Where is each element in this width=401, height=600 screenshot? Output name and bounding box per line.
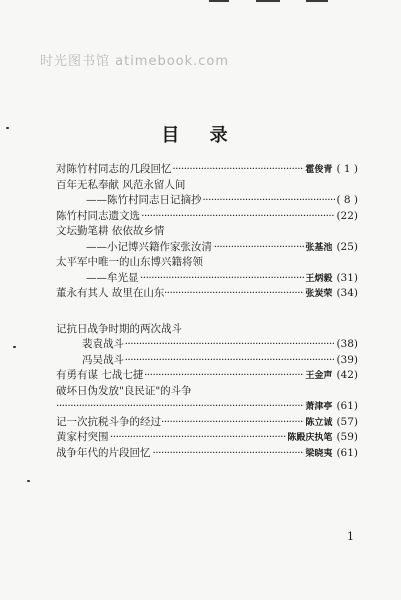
table-of-contents	[56, 162, 358, 461]
entry-title: 黄家村突围	[56, 431, 109, 443]
toc-entry	[56, 178, 358, 194]
entry-title: ——陈竹村同志日记摘抄	[86, 194, 202, 206]
entry-page: (22)	[336, 209, 358, 222]
entry-page: (57)	[336, 415, 358, 428]
toc-entry	[56, 162, 358, 178]
entry-author: 陈立诚	[305, 417, 333, 428]
entry-title: 记一次抗税斗争的经过	[56, 415, 161, 428]
entry-page: (59)	[336, 431, 358, 443]
entry-page: ( 1 )	[336, 163, 358, 175]
toc-entry	[56, 286, 358, 302]
entry-page: (61)	[336, 400, 358, 412]
entry-author: 王炳毅	[305, 273, 333, 284]
entry-title: 裴袁战斗	[82, 338, 124, 350]
entry-author: 王金声	[305, 371, 333, 381]
entry-title: 董永有其人 故里在山东	[56, 287, 165, 299]
entry-author: 霍俊青	[305, 165, 333, 175]
toc-entry	[56, 430, 358, 446]
toc-entry	[56, 399, 358, 415]
watermark: 时光图书馆 atimebook.com	[40, 54, 230, 69]
toc-entry	[86, 193, 358, 209]
toc-entry	[56, 322, 358, 338]
entry-title: 太平军中唯一的山东博兴籍将领	[56, 256, 203, 268]
top-rule-1	[209, 0, 229, 2]
entry-page: (34)	[336, 287, 358, 299]
entry-title: 战争年代的片段回忆	[56, 446, 151, 459]
entry-page: (25)	[336, 240, 358, 253]
toc-entry	[56, 415, 358, 431]
entry-title: ——牟光显	[86, 271, 139, 284]
toc-entry	[82, 353, 358, 369]
toc-entry	[86, 240, 358, 256]
scan-speck	[27, 480, 30, 482]
entry-author: 梁晓夷	[305, 448, 333, 459]
toc-entry	[56, 384, 358, 400]
entry-author: 陈殿庆执笔	[287, 433, 333, 443]
top-rule-2	[256, 0, 280, 2]
entry-page: (42)	[336, 369, 358, 381]
toc-entry	[56, 209, 358, 225]
entry-title: 百年无私奉献 风范永留人间	[56, 178, 186, 191]
page-title: 目 录	[161, 125, 240, 146]
section-gap	[56, 312, 358, 322]
entry-page: (61)	[336, 446, 358, 459]
entry-title: ——小记博兴籍作家张汝清	[86, 240, 212, 253]
entry-page: (39)	[336, 353, 358, 366]
entry-title: 文坛勤笔耕 依依故乡情	[56, 225, 165, 237]
toc-entry	[86, 271, 358, 287]
entry-author: 张基池	[305, 242, 333, 253]
toc-entry	[82, 337, 358, 353]
entry-page: (38)	[336, 338, 358, 350]
toc-entry	[56, 446, 358, 462]
entry-author: 张炭荣	[305, 289, 333, 299]
entry-title: 对陈竹村同志的几段回忆	[56, 163, 172, 175]
entry-title	[56, 400, 57, 412]
entry-title: 破坏日伪发放"良民证"的斗争	[56, 384, 192, 397]
toc-entry	[56, 224, 358, 240]
entry-title: 有勇有谋 七战七捷	[56, 369, 144, 381]
entry-page: ( 8 )	[336, 194, 358, 206]
section-gap	[56, 302, 358, 312]
entry-author: 萧津亭	[305, 402, 333, 412]
scan-speck	[13, 346, 16, 348]
entry-page: (31)	[336, 271, 358, 284]
top-rule-3	[306, 0, 328, 2]
page-number: 1	[347, 530, 354, 543]
entry-title: 记抗日战争时期的两次战斗	[56, 322, 182, 335]
entry-title: 陈竹村同志遗文选	[56, 209, 140, 222]
toc-entry	[56, 368, 358, 384]
toc-entry	[56, 255, 358, 271]
entry-title: 冯吴战斗	[82, 353, 124, 366]
